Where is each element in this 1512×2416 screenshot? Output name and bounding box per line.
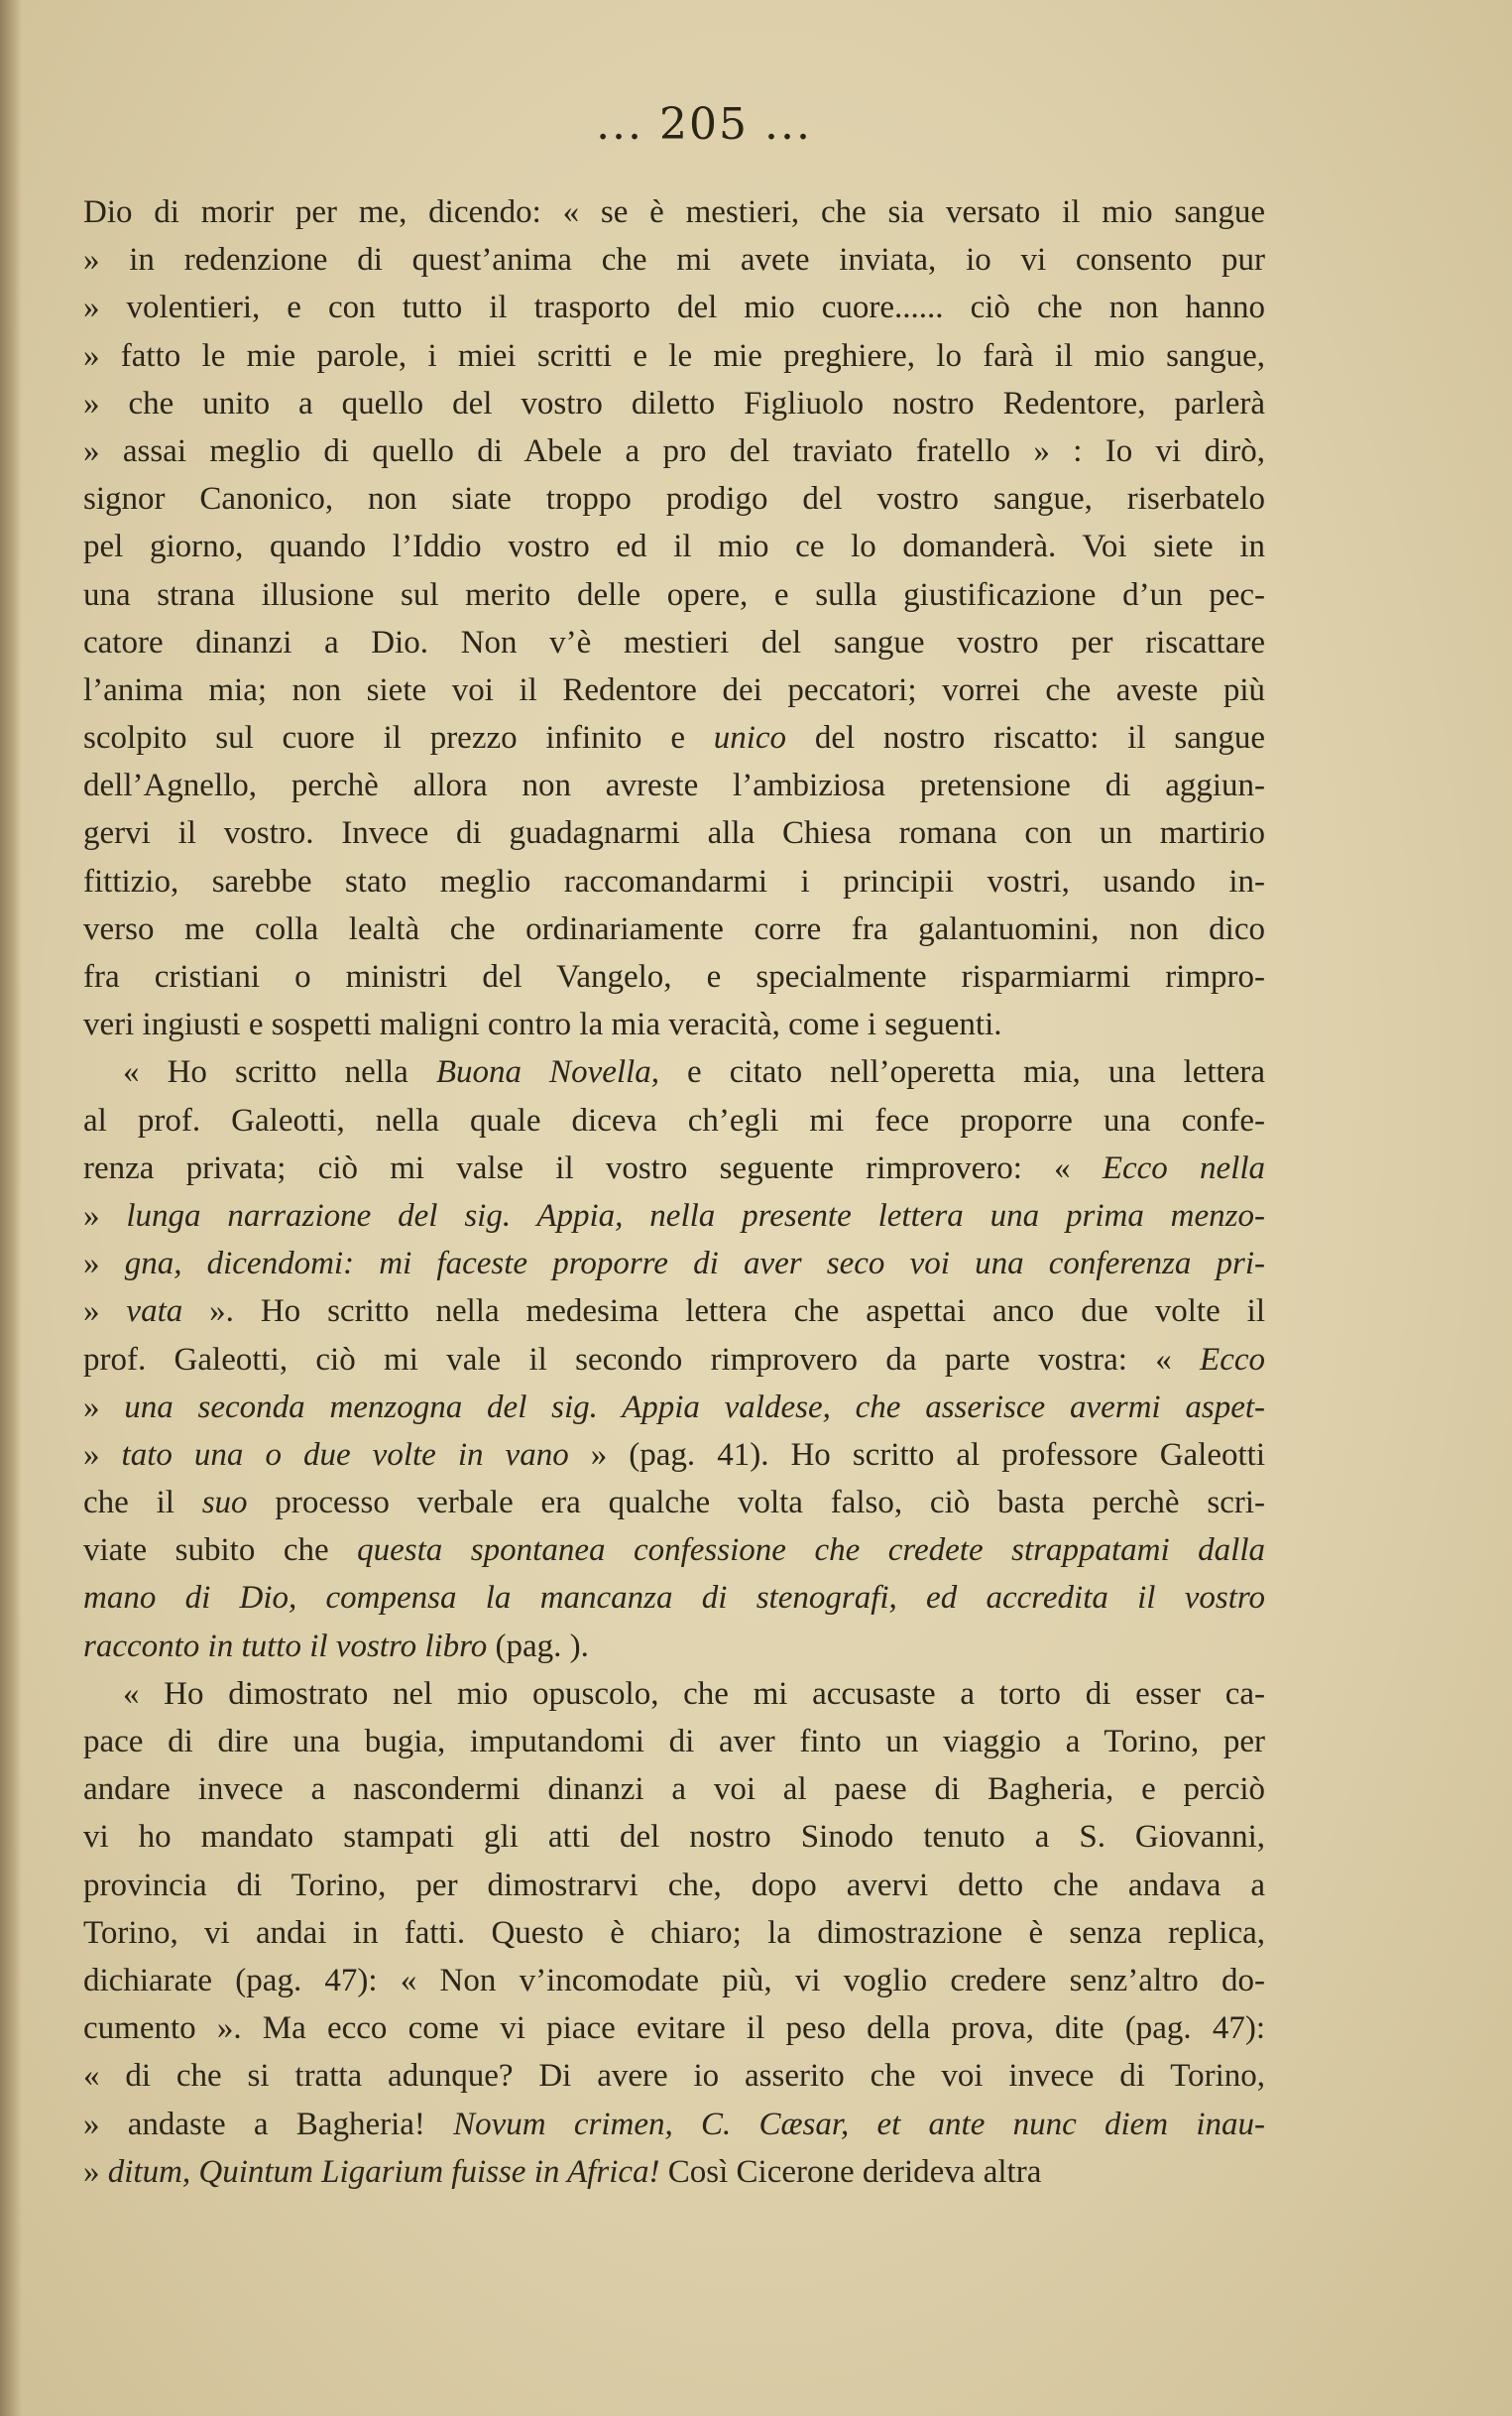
text-line bbox=[83, 1623, 1265, 1670]
text-segment: » volentieri, e con tutto il trasporto del mio cuore...... ciò che non hanno bbox=[83, 290, 1265, 326]
text-segment: Così Cicerone derideva altra bbox=[659, 2153, 1042, 2190]
text-segment: provincia di Torino, per dimostrarvi che, dopo avervi detto che andava a bbox=[83, 1867, 1265, 1903]
text-segment: fra cristiani o ministri del Vangelo, e specialmente risparmiarmi rimpro- bbox=[83, 959, 1265, 995]
text-segment: del nostro riscatto: il sangue bbox=[786, 720, 1265, 757]
text-line bbox=[83, 1526, 1265, 1574]
text-segment: « di che si tratta adunque? Di avere io asserito che voi invece di Torino, bbox=[83, 2058, 1265, 2095]
text-segment: dell’Agnello, perchè allora non avreste l’ambiziosa pretensione di aggiun- bbox=[83, 768, 1265, 804]
text-segment: che il bbox=[83, 1485, 202, 1521]
text-segment: andare invece a nascondermi dinanzi a voi al paese di Bagheria, e perciò bbox=[83, 1771, 1265, 1808]
text-line bbox=[83, 1192, 1265, 1240]
text-line bbox=[83, 619, 1265, 666]
text-line bbox=[83, 2004, 1265, 2052]
text-segment: processo verbale era qualche volta falso, ciò basta perchè scri- bbox=[247, 1485, 1265, 1521]
text-segment: vi ho mandato stampati gli atti del nostro Sinodo tenuto a S. Giovanni, bbox=[83, 1819, 1265, 1856]
text-line bbox=[83, 332, 1265, 380]
text-line bbox=[83, 1287, 1265, 1335]
text-segment: l’anima mia; non siete voi il Redentore dei peccatori; vorrei che aveste più bbox=[83, 671, 1265, 708]
text-segment: una strana illusione sul merito delle opere, e sulla giustificazione d’un pec- bbox=[83, 576, 1265, 613]
text-segment: scolpito sul cuore il prezzo infinito e bbox=[83, 720, 714, 757]
italic-text-segment: Ecco nella bbox=[1102, 1149, 1266, 1186]
text-segment: » bbox=[83, 1436, 122, 1473]
text-line bbox=[83, 906, 1265, 953]
text-line bbox=[83, 2148, 1265, 2196]
text-line bbox=[83, 1909, 1265, 1957]
text-segment: signor Canonico, non siate troppo prodigo del vostro sangue, riserbatelo bbox=[83, 481, 1265, 518]
text-segment: (pag. ). bbox=[487, 1628, 589, 1664]
italic-text-segment: tato una o due volte in vano bbox=[121, 1436, 569, 1473]
text-line bbox=[83, 714, 1265, 762]
body-text bbox=[83, 188, 1265, 2196]
text-segment: pel giorno, quando l’Iddio vostro ed il mio ce lo domanderà. Voi siete in bbox=[83, 529, 1265, 565]
page-binding-edge bbox=[0, 0, 22, 2416]
text-line bbox=[83, 1862, 1265, 1909]
text-line bbox=[83, 1336, 1265, 1384]
text-line bbox=[83, 284, 1265, 331]
italic-text-segment: suo bbox=[201, 1485, 248, 1521]
text-segment: catore dinanzi a Dio. Non v’è mestieri del sangue vostro per riscattare bbox=[83, 624, 1265, 661]
italic-text-segment: unico bbox=[713, 720, 787, 757]
text-line bbox=[83, 1957, 1265, 2004]
text-line bbox=[83, 523, 1265, 570]
text-segment: » (pag. 41). Ho scritto al professore Galeotti bbox=[568, 1436, 1265, 1473]
text-segment: ». Ho scritto nella medesima lettera che aspettai anco due volte il bbox=[182, 1293, 1266, 1330]
text-line bbox=[83, 666, 1265, 714]
italic-text-segment: gna, dicendomi: mi faceste proporre di aver seco voi una conferenza pri- bbox=[124, 1246, 1266, 1282]
text-line bbox=[83, 1574, 1265, 1622]
text-segment: » assai meglio di quello di Abele a pro del traviato fratello » : Io vi dirò, bbox=[83, 432, 1265, 469]
text-line bbox=[83, 858, 1265, 906]
text-line bbox=[83, 809, 1265, 857]
text-segment: « Ho scritto nella bbox=[123, 1054, 436, 1091]
italic-text-segment: questa spontanea confessione che credete strappatami dalla bbox=[357, 1532, 1265, 1569]
italic-text-segment: Novum crimen, C. Cæsar, et ante nunc diem inau- bbox=[453, 2106, 1265, 2142]
text-segment: » bbox=[83, 1293, 127, 1330]
text-segment: » fatto le mie parole, i miei scritti e le mie preghiere, lo farà il mio sangue, bbox=[83, 337, 1265, 374]
text-line bbox=[83, 1384, 1265, 1431]
italic-text-segment: mano di Dio, compensa la mancanza di stenografi, ed accredita il vostro bbox=[83, 1580, 1265, 1617]
text-line bbox=[83, 1479, 1265, 1526]
text-segment: verso me colla lealtà che ordinariamente corre fra galantuomini, non dico bbox=[83, 910, 1265, 947]
text-line bbox=[83, 1670, 1265, 1718]
text-line bbox=[83, 2101, 1265, 2148]
text-segment: cumento ». Ma ecco come vi piace evitare il peso della prova, dite (pag. 47): bbox=[83, 2010, 1265, 2047]
text-line bbox=[83, 762, 1265, 809]
text-segment: Torino, vi andai in fatti. Questo è chiaro; la dimostrazione è senza replica, bbox=[83, 1914, 1265, 1951]
text-segment: viate subito che bbox=[83, 1532, 358, 1569]
text-segment: dichiarate (pag. 47): « Non v’incomodate più, vi voglio credere senz’altro do- bbox=[83, 1962, 1265, 1998]
text-line bbox=[83, 427, 1265, 475]
text-segment: fittizio, sarebbe stato meglio raccomandarmi i principii vostri, usando in- bbox=[83, 863, 1265, 900]
text-line bbox=[83, 380, 1265, 427]
text-segment: » bbox=[83, 1389, 125, 1425]
text-segment: al prof. Galeotti, nella quale diceva ch’egli mi fece proporre una confe- bbox=[83, 1102, 1265, 1139]
italic-text-segment: Buona Novella, bbox=[435, 1054, 659, 1091]
text-line bbox=[83, 953, 1265, 1001]
italic-text-segment: ditum, Quintum Ligarium fuisse in Africa! bbox=[107, 2153, 660, 2190]
text-line bbox=[83, 1048, 1265, 1096]
text-segment: » bbox=[83, 1246, 125, 1282]
text-line bbox=[83, 571, 1265, 619]
text-line bbox=[83, 1718, 1265, 1765]
text-line bbox=[83, 1765, 1265, 1813]
italic-text-segment: Ecco bbox=[1200, 1341, 1265, 1378]
text-line bbox=[83, 475, 1265, 523]
text-line bbox=[83, 236, 1265, 284]
text-segment: » andaste a Bagheria! bbox=[83, 2106, 454, 2142]
text-segment: » bbox=[83, 2153, 108, 2190]
text-line bbox=[83, 1813, 1265, 1861]
text-segment: pace di dire una bugia, imputandomi di aver finto un viaggio a Torino, per bbox=[83, 1724, 1265, 1759]
text-segment: prof. Galeotti, ciò mi vale il secondo rimprovero da parte vostra: « bbox=[83, 1341, 1201, 1378]
page-number-header: ... 205 ... bbox=[596, 99, 812, 150]
text-segment: » in redenzione di quest’anima che mi avete inviata, io vi consento pur bbox=[83, 242, 1265, 279]
text-line bbox=[83, 1431, 1265, 1479]
text-segment: renza privata; ciò mi valse il vostro seguente rimprovero: « bbox=[83, 1149, 1103, 1186]
text-segment: gervi il vostro. Invece di guadagnarmi alla Chiesa romana con un martirio bbox=[83, 815, 1265, 852]
italic-text-segment: vata bbox=[126, 1293, 183, 1330]
italic-text-segment: una seconda menzogna del sig. Appia valdese, che asserisce avermi aspet- bbox=[124, 1389, 1266, 1425]
text-line bbox=[83, 1145, 1265, 1192]
text-segment: « Ho dimostrato nel mio opuscolo, che mi accusaste a torto di esser ca- bbox=[123, 1675, 1265, 1712]
text-segment: Dio di morir per me, dicendo: « se è mestieri, che sia versato il mio sangue bbox=[83, 194, 1265, 230]
text-segment: » bbox=[83, 1197, 127, 1234]
text-line bbox=[83, 1001, 1265, 1048]
text-line bbox=[83, 1097, 1265, 1145]
text-segment: veri ingiusti e sospetti maligni contro la mia veracità, come i seguenti. bbox=[83, 1007, 1002, 1043]
italic-text-segment: lunga narrazione del sig. Appia, nella presente lettera una prima menzo- bbox=[126, 1197, 1265, 1234]
text-segment: » che unito a quello del vostro diletto Figliuolo nostro Redentore, parlerà bbox=[83, 385, 1265, 422]
text-line bbox=[83, 2052, 1265, 2100]
italic-text-segment: racconto in tutto il vostro libro bbox=[83, 1628, 488, 1664]
text-line bbox=[83, 1240, 1265, 1287]
text-segment: e citato nell’operetta mia, una lettera bbox=[658, 1054, 1265, 1091]
text-line bbox=[83, 188, 1265, 236]
